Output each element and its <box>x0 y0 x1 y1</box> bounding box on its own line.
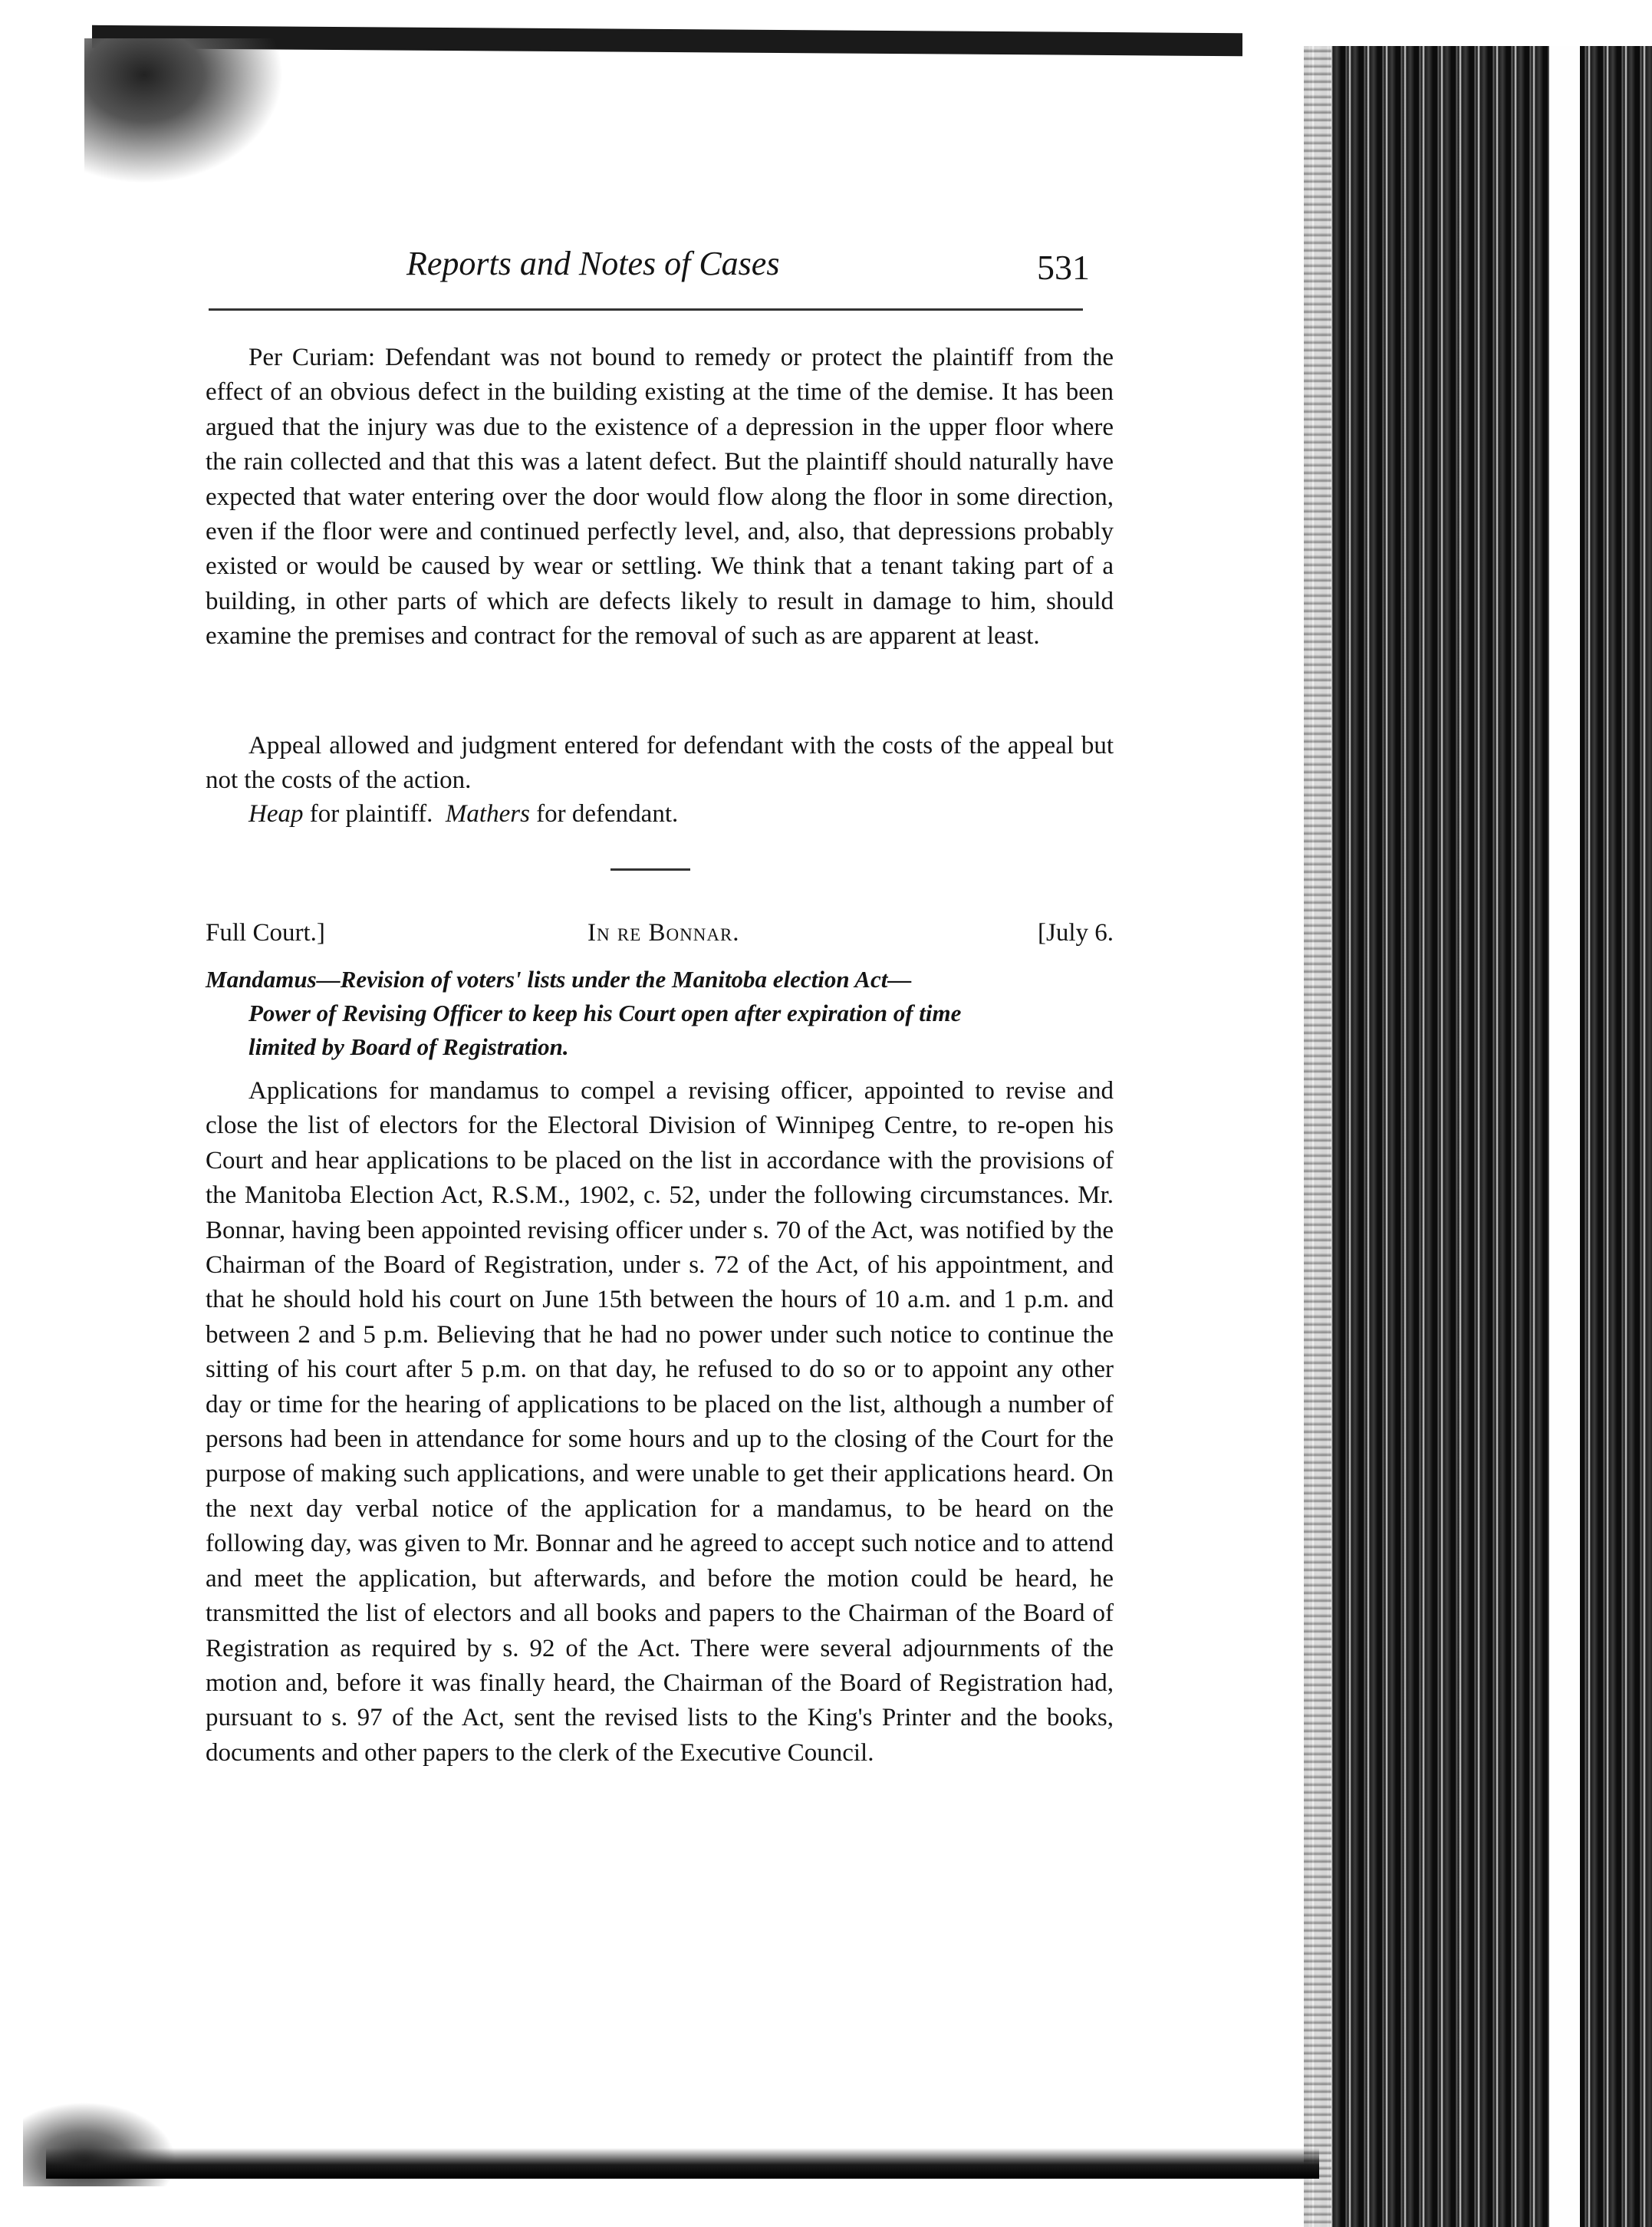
counsel-plaintiff-name: Heap <box>248 800 304 828</box>
scan-binding-shadow <box>1304 46 1652 2227</box>
running-title: Reports and Notes of Cases <box>406 245 780 282</box>
disposition-paragraph <box>206 729 1114 799</box>
headnote-line: Mandamus—Revision of voters' lists under the Manitoba election Act— <box>206 966 912 993</box>
section-divider <box>610 868 690 871</box>
case-body-paragraph <box>206 1074 1114 1771</box>
counsel-line <box>206 797 1114 832</box>
case-heading <box>206 919 1114 957</box>
case-date: [July 6. <box>1038 919 1114 947</box>
per-curiam-paragraph <box>206 341 1114 654</box>
case-court: Full Court.] <box>206 919 325 947</box>
case-headnote <box>206 963 1114 1064</box>
header-rule <box>209 308 1083 311</box>
scan-smudge-top-left <box>84 38 284 184</box>
case-title: In re Bonnar. <box>587 919 740 947</box>
case-body-text: Applications for mandamus to compel a revising officer, appointed to revise and close the list of electors for the Electoral Division of Winnipeg Centre, to re-open his Court and hear applications to be placed on the list in accordance with the provisions of the Manitoba Election Act, R.S.M., 1902, c. 52, under the following circumstances. Mr. Bonnar, having been appointed revising officer under s. 70 of the Act, was notified by the Chairman of the Board of Registration, under s. 72 of the Act, of his appointment, and that he should hold his court on June 15th between the hours of 10 a.m. and 1 p.m. and between 2 and 5 p.m. Believing that he had no power under such notice to continue the sitting of his court after 5 p.m. on that day, he refused to do so or to appoint any other day or time for the hearing of applications to be placed on the list, although a number of persons had been in attendance for some hours and up to the closing of the Court for the purpose of making such applications, and were unable to get their applications heard. On the next day verbal notice of the application for a mandamus, to be heard on the following day, was given to Mr. Bonnar and he agreed to accept such notice and to attend and meet the application, but afterwards, and before the motion could be heard, he transmitted the list of electors and all books and papers to the Chairman of the Board of Registration as required by s. 92 of the Act. There were several adjournments of the motion and, before it was finally heard, the Chairman of the Board of Registration had, pursuant to s. 97 of the Act, sent the revised lists to the King's Printer and the books, documents and other papers to the clerk of the Executive Council. <box>206 1077 1114 1767</box>
per-curiam-text: Per Curiam: Defendant was not bound to remedy or protect the plaintiff from the effect of an obvious defect in the building existing at the time of the demise. It has been argued that the injury was due to the existence of a depression in the upper floor where the rain collected and that this was a latent defect. But the plaintiff should naturally have expected that water entering over the door would flow along the floor in some direction, even if the floor were and continued perfectly level, and, also, that depressions probably existed or would be caused by wear or settling. We think that a tenant taking part of a building, in other parts of which are defects likely to result in damage to him, should examine the premises and contract for the removal of such as are apparent at least. <box>206 344 1114 651</box>
page-number: 531 <box>1037 248 1090 287</box>
counsel-plaintiff-role: for plaintiff. <box>303 800 433 828</box>
headnote-line: Power of Revising Officer to keep his Court open after expiration of time <box>248 1000 962 1026</box>
counsel-defendant-name: Mathers <box>445 800 530 828</box>
counsel-defendant-role: for defendant. <box>529 800 679 828</box>
disposition-text: Appeal allowed and judgment entered for defendant with the costs of the appeal but not the costs of the action. <box>206 732 1114 795</box>
scan-binding-edge <box>1304 46 1331 2227</box>
scan-binding-strip <box>1549 46 1580 2227</box>
scan-shadow-bottom <box>46 2148 1319 2179</box>
headnote-line: limited by Board of Registration. <box>248 1033 569 1060</box>
